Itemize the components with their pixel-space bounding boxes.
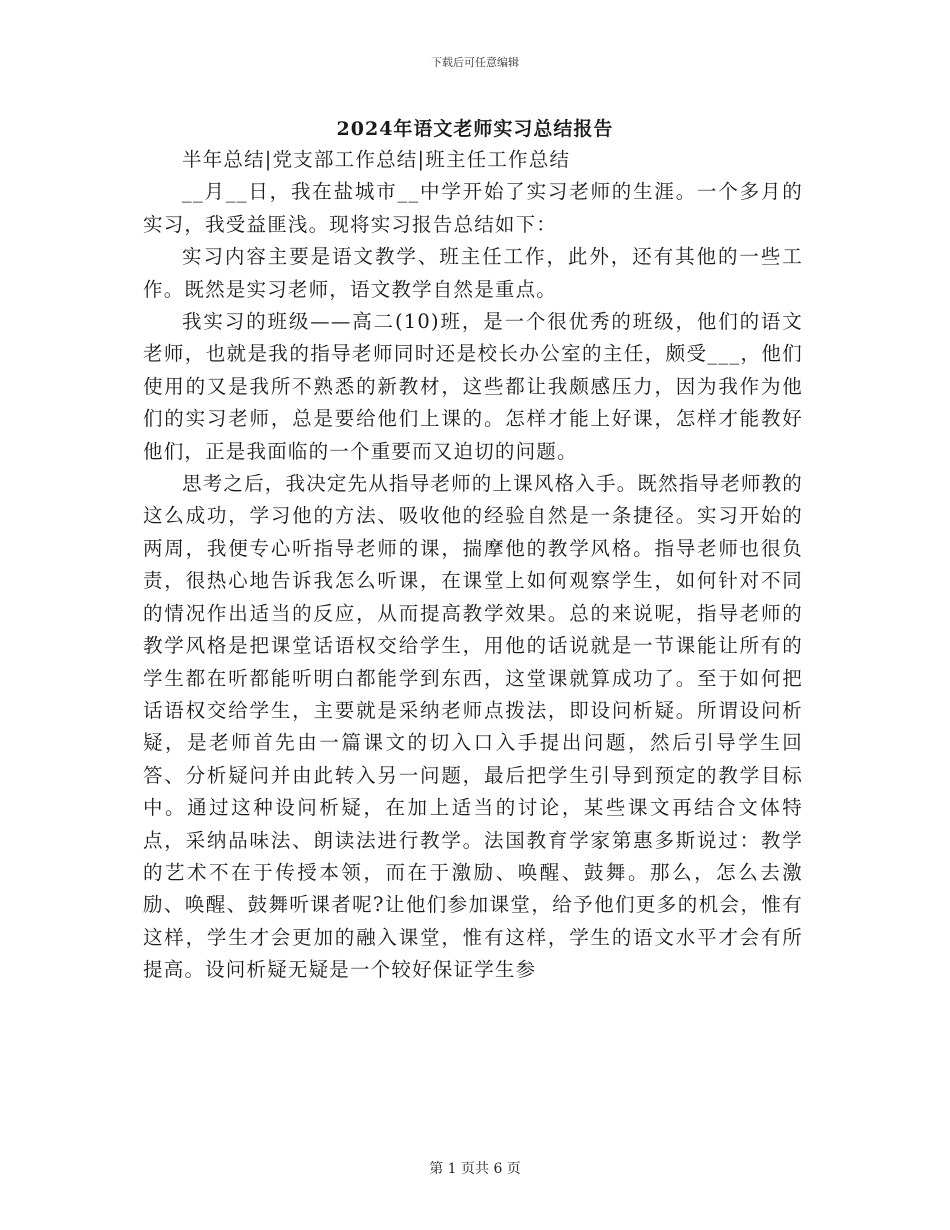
page-footer: 第 1 页共 6 页 bbox=[429, 1161, 521, 1177]
paragraph: 我实习的班级——高二(10)班，是一个很优秀的班级，他们的语文老师，也就是我的指导老师同时还是校长办公室的主任，颇受___，他们使用的又是我所不熟悉的新教材，这些都让我颇感压力，因为我作为他们的实习老师，总是要给他们上课的。怎样才能上好课，怎样才能教好他们，正是我面临的一个重要而又迫切的问题。 bbox=[143, 310, 803, 463]
paragraph: 思考之后，我决定先从指导老师的上课风格入手。既然指导老师教的这么成功，学习他的方法、吸收他的经验自然是一条捷径。实习开始的两周，我便专心听指导老师的课，揣摩他的教学风格。指导老师也很负责，很热心地告诉我怎么听课，在课堂上如何观察学生，如何针对不同的情况作出适当的反应，从而提高教学效果。总的来说呢，指导老师的教学风格是把课堂话语权交给学生，用他的话说就是一节课能让所有的学生都在听都能听明白都能学到东西，这堂课就算成功了。至于如何把话语权交给学生，主要就是采纳老师点拨法，即设问析疑。所谓设问析疑，是老师首先由一篇课文的切入口入手提出问题，然后引导学生回答、分析疑问并由此转入另一问题，最后把学生引导到预定的教学目标中。通过这种设问析疑，在加上适当的讨论，某些课文再结合文体特点，采纳品味法、朗读法进行教学。法国教育学家第惠多斯说过：教学的艺术不在于传授本领，而在于激励、唤醒、鼓舞。那么，怎么去激励、唤醒、鼓舞听课者呢?让他们参加课堂，给予他们更多的机会，惟有这样，学生才会更加的融入课堂，惟有这样，学生的语文水平才会有所提高。设问析疑无疑是一个较好保证学生参 bbox=[143, 472, 804, 982]
document-body bbox=[143, 144, 803, 987]
paragraph: 实习内容主要是语文教学、班主任工作，此外，还有其他的一些工作。既然是实习老师，语文教学自然是重点。 bbox=[143, 245, 803, 301]
paragraph-subheading: 半年总结|党支部工作总结|班主任工作总结 bbox=[182, 148, 571, 171]
header-note: 下载后可任意编辑 bbox=[431, 56, 519, 69]
paragraph: __月__日，我在盐城市__中学开始了实习老师的生涯。一个多月的实习，我受益匪浅。现将实习报告总结如下： bbox=[143, 180, 803, 236]
document-title: 2024年语文老师实习总结报告 bbox=[336, 118, 614, 140]
